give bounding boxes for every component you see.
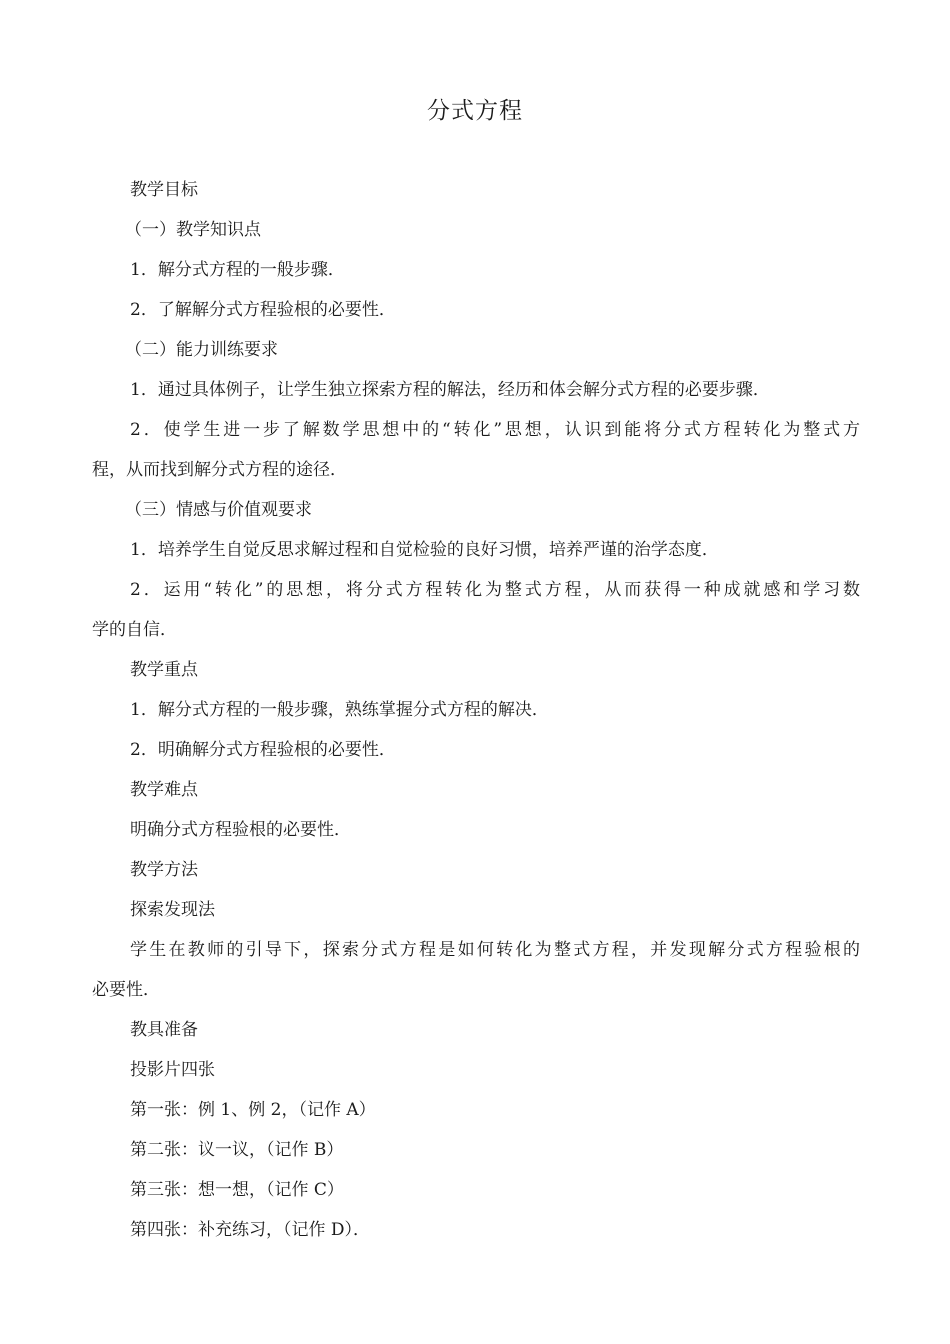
paragraph: （一）教学知识点 bbox=[125, 220, 261, 240]
paragraph: 2．明确解分式方程验根的必要性． bbox=[130, 740, 396, 760]
paragraph: 2．使学生进一步了解数学思想中的“转化”思想，认识到能将分式方程转化为整式方 bbox=[130, 420, 860, 440]
paragraph: 第三张：想一想，（记作 C） bbox=[130, 1180, 344, 1200]
paragraph: 第四张：补充练习，（记作 D）． bbox=[130, 1220, 371, 1240]
paragraph: 学生在教师的引导下，探索分式方程是如何转化为整式方程，并发现解分式方程验根的 bbox=[130, 940, 860, 960]
paragraph: 1．解分式方程的一般步骤． bbox=[130, 260, 345, 280]
paragraph: 明确分式方程验根的必要性． bbox=[130, 820, 351, 840]
paragraph: （三）情感与价值观要求 bbox=[125, 500, 312, 520]
paragraph: 第一张：例 1、例 2，（记作 A） bbox=[130, 1100, 376, 1120]
paragraph: 第二张：议一议，（记作 B） bbox=[130, 1140, 344, 1160]
paragraph: 2．运用“转化”的思想，将分式方程转化为整式方程，从而获得一种成就感和学习数 bbox=[130, 580, 860, 600]
paragraph: 探索发现法 bbox=[130, 900, 215, 920]
paragraph: 1．培养学生自觉反思求解过程和自觉检验的良好习惯，培养严谨的治学态度． bbox=[130, 540, 719, 560]
paragraph: 1．通过具体例子，让学生独立探索方程的解法，经历和体会解分式方程的必要步骤． bbox=[130, 380, 770, 400]
paragraph: 学的自信． bbox=[92, 620, 177, 640]
paragraph: 教学方法 bbox=[130, 860, 198, 880]
paragraph: 2．了解解分式方程验根的必要性． bbox=[130, 300, 396, 320]
paragraph: 教学目标 bbox=[130, 180, 198, 200]
paragraph: 教具准备 bbox=[130, 1020, 198, 1040]
paragraph: 1．解分式方程的一般步骤，熟练掌握分式方程的解决． bbox=[130, 700, 549, 720]
paragraph: 教学重点 bbox=[130, 660, 198, 680]
paragraph: 程，从而找到解分式方程的途径． bbox=[92, 460, 347, 480]
paragraph: 投影片四张 bbox=[130, 1060, 215, 1080]
paragraph: 必要性． bbox=[92, 980, 160, 1000]
document-body bbox=[92, 170, 860, 1250]
document-title: 分式方程 bbox=[427, 98, 523, 124]
paragraph: 教学难点 bbox=[130, 780, 198, 800]
paragraph: （二）能力训练要求 bbox=[125, 340, 278, 360]
